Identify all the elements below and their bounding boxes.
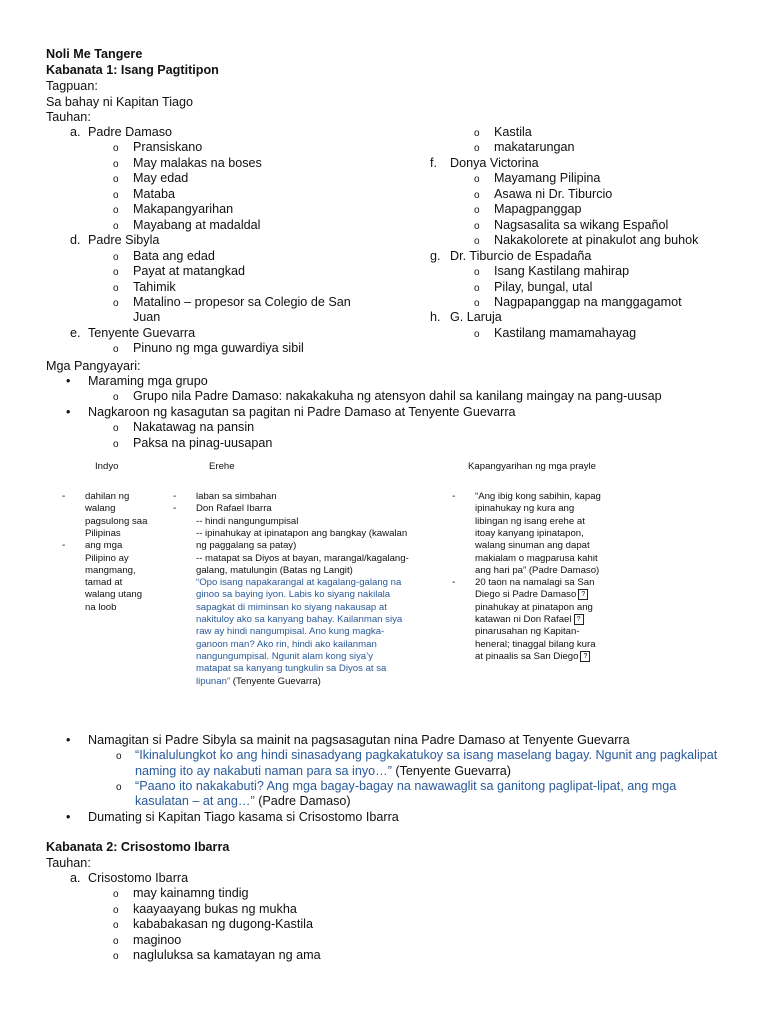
character-trait: Nakakolorete at pinakulot ang buhok: [494, 233, 699, 248]
character-trait: Nagpapanggap na manggagamot: [494, 294, 682, 309]
event-subitem: Paksa na pinag-uusapan: [133, 435, 273, 450]
circle-bullet-icon: o: [474, 282, 480, 294]
erehe-quote: lipunan” (Tenyente Guevarra): [196, 675, 321, 687]
character-trait: makatarungan: [494, 140, 575, 155]
tauhan-label: Tauhan:: [46, 110, 91, 124]
character-trait: Asawa ni Dr. Tiburcio: [494, 186, 613, 201]
character-name: Donya Victorina: [450, 155, 539, 170]
chapter1-heading: Kabanata 1: Isang Pagtitipon: [46, 63, 219, 77]
circle-bullet-icon: o: [113, 282, 119, 294]
character-trait: May malakas na boses: [133, 155, 262, 170]
event-item: Maraming mga grupo: [88, 374, 208, 388]
character-name: Tenyente Guevarra: [88, 325, 196, 340]
event-item: Nagkaroon ng kasagutan sa pagitan ni Padre Damaso at Tenyente Guevarra: [88, 404, 516, 419]
pangyayari-label: Mga Pangyayari:: [46, 359, 141, 373]
prayle-text: makialam o magparusa kahit: [475, 552, 598, 564]
character-trait: Makapangyarihan: [133, 202, 234, 217]
prayle-text: ang hari pa” (Padre Damaso): [475, 564, 600, 576]
erehe-text: -- hindi nangungumpisal: [196, 515, 299, 527]
circle-bullet-icon: o: [116, 782, 122, 793]
character-trait: Payat at matangkad: [133, 264, 246, 279]
character-trait: kaayaayang bukas ng mukha: [133, 901, 297, 916]
character-trait: Juan: [133, 310, 161, 325]
circle-bullet-icon: o: [113, 951, 119, 963]
missing-glyph-icon: ?: [580, 651, 590, 662]
prayle-text: pinarusahan ng Kapitan-: [475, 626, 580, 638]
circle-bullet-icon: o: [113, 220, 119, 232]
character-trait: Pilay, bungal, utal: [494, 279, 593, 294]
circle-bullet-icon: o: [113, 392, 119, 404]
character-trait: Pransiskano: [133, 140, 203, 155]
character-trait: Matalino – propesor sa Colegio de San: [133, 294, 351, 309]
circle-bullet-icon: o: [113, 174, 119, 186]
char-marker: e.: [70, 325, 81, 340]
erehe-text: -- matapat sa Diyos at bayan, marangal/kagalang-: [196, 552, 409, 564]
missing-glyph-icon: ?: [578, 589, 588, 600]
character-name: G. Laruja: [450, 310, 502, 325]
tagpuan-value: Sa bahay ni Kapitan Tiago: [46, 95, 194, 109]
circle-bullet-icon: o: [474, 174, 480, 186]
indyo-text: pagsulong saa: [85, 515, 148, 527]
doc-title: Noli Me Tangere: [46, 47, 143, 61]
quote-line: kasulatan – at ang…” (Padre Damaso): [135, 794, 351, 808]
circle-bullet-icon: o: [474, 128, 480, 139]
circle-bullet-icon: o: [113, 189, 119, 201]
circle-bullet-icon: o: [113, 889, 119, 901]
prayle-text: pinahukay at pinatapon ang: [475, 601, 593, 613]
dash-bullet: -: [452, 491, 456, 502]
erehe-quote: raw ay hindi nangumpisal. Ano kung magka-: [196, 626, 385, 638]
circle-bullet-icon: o: [113, 904, 119, 916]
character-trait: Tahimik: [133, 279, 176, 294]
dash-bullet: -: [173, 503, 177, 515]
circle-bullet-icon: o: [113, 205, 119, 217]
indyo-text: walang: [85, 503, 116, 515]
circle-bullet-icon: o: [113, 143, 119, 155]
character-trait: maginoo: [133, 932, 182, 947]
character-trait: Nagsasalita sa wikang Español: [494, 217, 669, 232]
erehe-quote: “Opo isang napakarangal at kagalang-galang na: [196, 577, 402, 589]
circle-bullet-icon: o: [113, 158, 119, 170]
erehe-text: laban sa simbahan: [196, 491, 277, 502]
indyo-text: walang utang: [85, 589, 143, 601]
indyo-text: ang mga: [85, 540, 123, 552]
circle-bullet-icon: o: [113, 267, 119, 279]
character-trait: Kastila: [494, 125, 532, 139]
char-marker: a.: [70, 125, 81, 139]
circle-bullet-icon: o: [474, 205, 480, 217]
character-trait: Mataba: [133, 186, 176, 201]
circle-bullet-icon: o: [113, 920, 119, 932]
table-header-kapangyarihan: Kapangyarihan ng mga prayle: [468, 461, 597, 472]
table-header-erehe: Erehe: [209, 461, 235, 472]
quote-attribution: (Tenyente Guevarra): [391, 764, 511, 778]
character-name: Crisostomo Ibarra: [88, 871, 189, 885]
char-marker: f.: [430, 155, 437, 170]
prayle-text: walang sinuman ang dapat: [475, 540, 590, 552]
circle-bullet-icon: o: [474, 189, 480, 201]
missing-glyph-icon: ?: [574, 614, 584, 625]
tagpuan-label: Tagpuan:: [46, 79, 98, 93]
circle-bullet-icon: o: [113, 935, 119, 947]
event-subitem: Grupo nila Padre Damaso: nakakakuha ng atensyon dahil sa kanilang maingay na pang-uusap: [133, 389, 662, 404]
circle-bullet-icon: o: [474, 267, 480, 279]
indyo-text: na loob: [85, 601, 117, 613]
dash-bullet: -: [173, 491, 177, 502]
character-trait: Mayabang at madaldal: [133, 217, 261, 232]
dash-bullet: -: [62, 540, 66, 552]
prayle-text: 20 taon na namalagi sa San: [475, 577, 595, 589]
event-subitem: Nakatawag na pansin: [133, 420, 255, 435]
quote-line: naming ito ay nakabuti naman para sa inyo…” (Tenyente Guevarra): [135, 764, 511, 778]
chapter2-heading: Kabanata 2: Crisostomo Ibarra: [46, 840, 230, 854]
bullet-icon: •: [66, 404, 71, 419]
character-trait: Pinuno ng mga guwardiya sibil: [133, 341, 304, 356]
circle-bullet-icon: o: [474, 143, 480, 155]
bullet-icon: •: [66, 810, 71, 824]
character-name: Padre Sibyla: [88, 233, 160, 248]
quote-attribution: (Tenyente Guevarra): [230, 675, 321, 687]
circle-bullet-icon: o: [113, 297, 119, 309]
erehe-text: -- ipinahukay at ipinatapon ang bangkay (kawalan: [196, 527, 408, 539]
erehe-text: galang, matulungin (Batas ng Langit): [196, 564, 353, 576]
circle-bullet-icon: o: [474, 236, 480, 248]
dash-bullet: -: [452, 577, 456, 589]
char-marker: a.: [70, 871, 81, 885]
quote-line: “Paano ito nakakabuti? Ang mga bagay-bagay na nawawaglit sa ganitong paglipat-lipat, ang mga: [135, 779, 677, 793]
char-marker: d.: [70, 233, 81, 248]
circle-bullet-icon: o: [113, 251, 119, 263]
erehe-quote: ginoo sa baying iyon. Labis ko siyang nakilala: [196, 589, 391, 601]
indyo-text: dahilan ng: [85, 491, 130, 502]
prayle-text: libingan ng isang erehe at: [475, 515, 585, 527]
erehe-quote: ganoon man? Ako rin, hindi ako kailanman: [196, 638, 377, 650]
ch2-tauhan-label: Tauhan:: [46, 856, 91, 870]
erehe-quote: nangungumpisal. Ngunit alam kong siya’y: [196, 650, 374, 662]
circle-bullet-icon: o: [474, 328, 480, 340]
circle-bullet-icon: o: [474, 220, 480, 232]
table-header-indyo: Indyo: [95, 461, 119, 472]
circle-bullet-icon: o: [113, 438, 119, 450]
indyo-text: Pilipino ay: [85, 552, 129, 564]
event-item: Namagitan si Padre Sibyla sa mainit na pagsasagutan nina Padre Damaso at Tenyente Guevarra: [88, 733, 630, 747]
character-trait: Bata ang edad: [133, 248, 215, 263]
erehe-text: ng paggalang sa patay): [196, 540, 297, 552]
character-trait: May edad: [133, 171, 189, 186]
prayle-text: katawan ni Don Rafael ?: [475, 613, 584, 626]
bullet-icon: •: [66, 733, 71, 747]
character-trait: Kastilang mamamahayag: [494, 325, 637, 340]
circle-bullet-icon: o: [113, 344, 119, 356]
erehe-quote: matapat sa kanyang tungkulin sa Diyos at sa: [196, 663, 387, 675]
prayle-text: ipinahukay ng kura ang: [475, 503, 575, 515]
character-trait: Mapagpanggap: [494, 202, 582, 217]
dash-bullet: -: [62, 491, 66, 502]
char-marker: g.: [430, 248, 441, 263]
char-marker: h.: [430, 310, 441, 325]
prayle-text: heneral; tinaggal bilang kura: [475, 638, 596, 650]
event-item: Dumating si Kapitan Tiago kasama si Crisostomo Ibarra: [88, 810, 399, 824]
quote-attribution: (Padre Damaso): [254, 794, 351, 808]
character-trait: Isang Kastilang mahirap: [494, 264, 630, 279]
indyo-text: tamad at: [85, 577, 123, 589]
character-trait: nagluluksa sa kamatayan ng ama: [133, 948, 321, 963]
character-trait: may kainamng tindig: [133, 886, 249, 901]
character-name: Dr. Tiburcio de Espadaña: [450, 248, 592, 263]
circle-bullet-icon: o: [474, 297, 480, 309]
indyo-text: Pilipinas: [85, 527, 121, 539]
bullet-icon: •: [66, 374, 71, 388]
prayle-text: “Ang ibig kong sabihin, kapag: [475, 491, 601, 502]
erehe-quote: sapagkat di miminsan ko siyang nakausap at: [196, 601, 387, 613]
character-trait: Mayamang Pilipina: [494, 171, 601, 186]
indyo-text: mangmang,: [85, 564, 136, 576]
erehe-text: Don Rafael Ibarra: [196, 503, 272, 515]
quote-line: “Ikinalulungkot ko ang hindi sinasadyang pagkakatukoy sa isang maselang bagay. Ngunit ang pagkalipat: [135, 748, 718, 762]
prayle-text: at pinaalis sa San Diego ?: [475, 650, 590, 663]
circle-bullet-icon: o: [113, 423, 119, 435]
character-name: Padre Damaso: [88, 125, 172, 139]
circle-bullet-icon: o: [116, 751, 122, 762]
erehe-quote: nakituloy ako sa kanyang bahay. Kailanman siya: [196, 614, 403, 625]
character-trait: kababakasan ng dugong-Kastila: [133, 917, 313, 932]
prayle-text: Diego si Padre Damaso ?: [475, 588, 588, 601]
prayle-text: itoay kanyang ipinatapon,: [475, 527, 584, 539]
